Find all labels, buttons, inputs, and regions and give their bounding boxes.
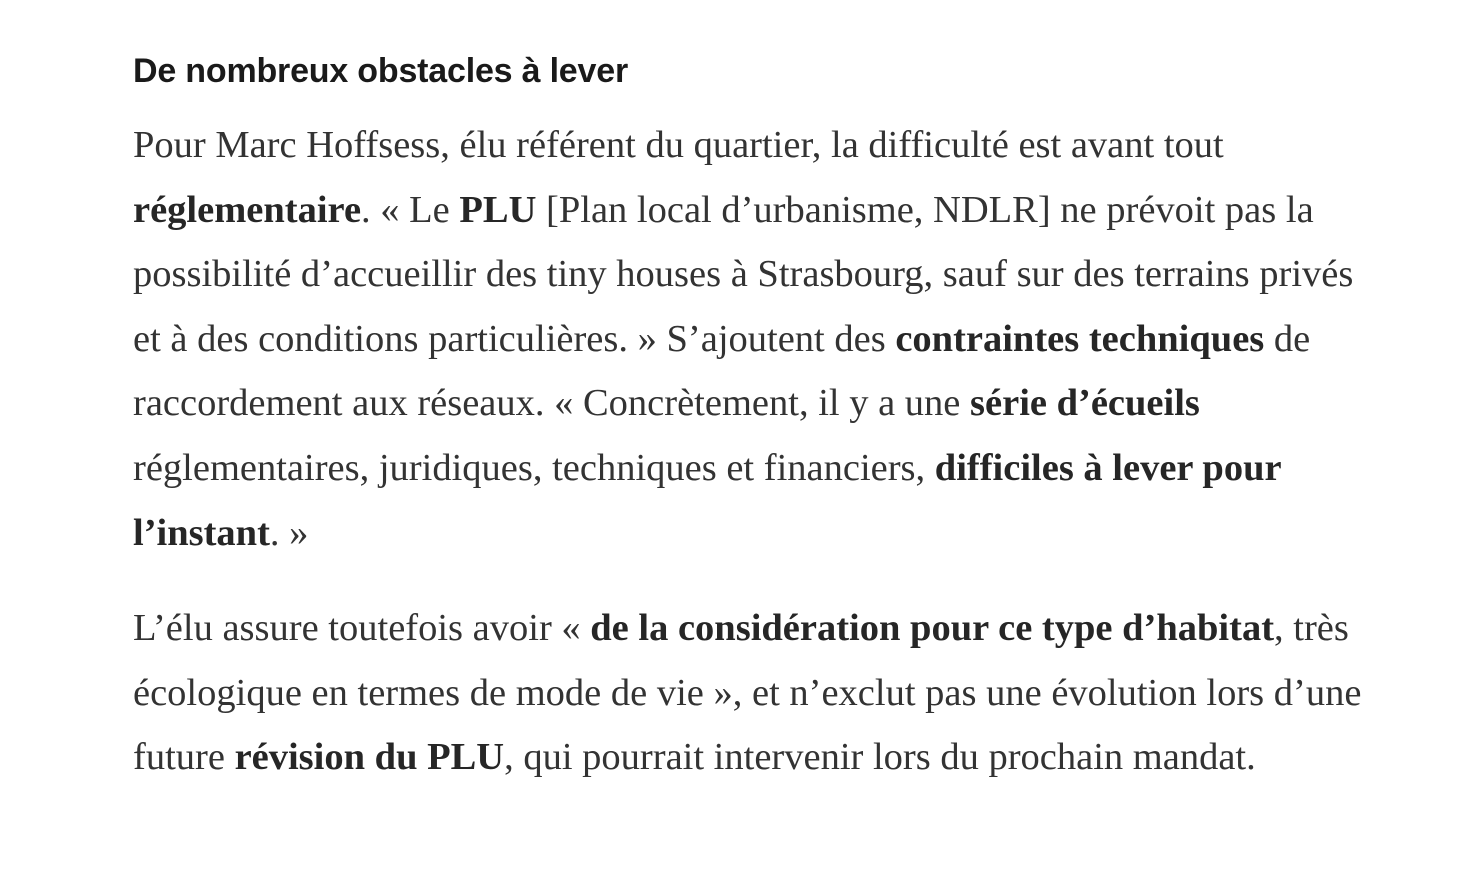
bold-phrase: de la considération pour ce type d’habitat	[590, 607, 1275, 650]
text-segment: , qui pourrait intervenir lors du prochain mandat.	[504, 736, 1256, 779]
text-segment: [Plan local d’urbanisme, NDLR] ne prévoit pas la possibilité d’accueillir des tiny houses à Strasbourg, sauf sur des terrains privés et à des conditions particulières. » S’ajoutent des	[133, 188, 1354, 360]
bold-phrase: réglementaire	[133, 188, 362, 231]
text-segment: L’élu assure toutefois avoir «	[133, 607, 591, 650]
bold-phrase: difficiles à lever pour l’instant	[133, 446, 1281, 554]
text-segment: de raccordement aux réseaux. « Concrètement, il y a une	[133, 317, 1311, 425]
paragraph-obstacles	[133, 113, 1383, 565]
bold-phrase: révision du PLU	[234, 736, 505, 779]
text-segment: Pour Marc Hoffsess, élu référent du quartier, la difficulté est avant tout	[133, 124, 1224, 166]
text-segment: . »	[269, 511, 309, 554]
article-section	[133, 48, 1383, 790]
paragraph-consideration	[133, 596, 1383, 790]
text-segment: réglementaires, juridiques, techniques et financiers,	[133, 446, 935, 489]
bold-phrase: PLU	[459, 188, 537, 231]
bold-phrase: contraintes techniques	[895, 317, 1265, 360]
section-heading: De nombreux obstacles à lever	[133, 52, 628, 90]
bold-phrase: série d’écueils	[970, 382, 1200, 425]
text-segment: , très écologique en termes de mode de vie », et n’exclut pas une évolution lors d’une future	[133, 607, 1362, 779]
text-segment: . « Le	[361, 188, 460, 231]
